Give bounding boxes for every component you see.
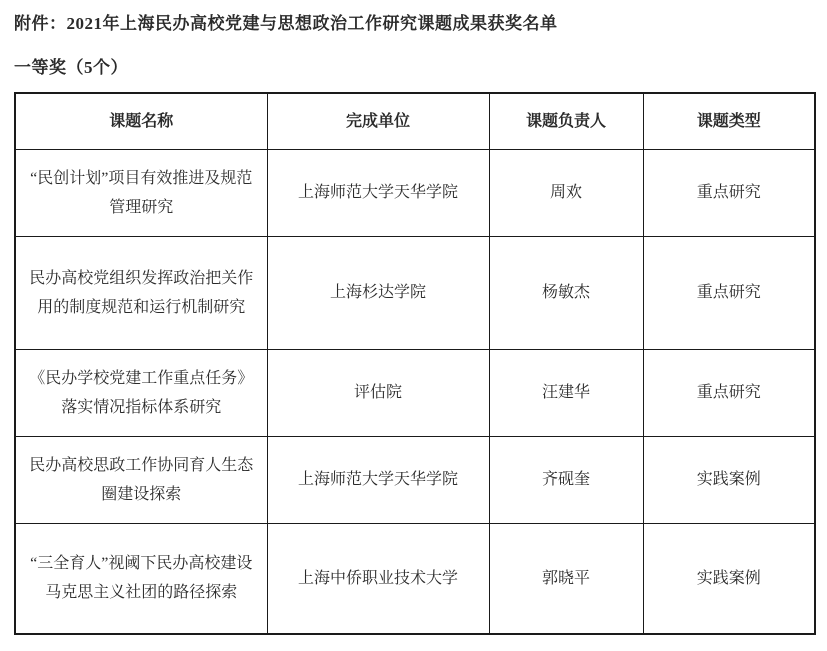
leader-cell: 郭晓平: [489, 523, 643, 634]
topic-cell: “三全育人”视阈下民办高校建设马克思主义社团的路径探索: [15, 523, 267, 634]
leader-cell: 周欢: [489, 149, 643, 236]
award-level-heading: 一等奖（5个）: [14, 58, 128, 77]
table-row: [15, 236, 815, 349]
table-row: [15, 523, 815, 634]
table-header-row: [15, 93, 815, 149]
topic-cell: 民办高校思政工作协同育人生态圈建设探索: [15, 436, 267, 523]
topic-cell: 民办高校党组织发挥政治把关作用的制度规范和运行机制研究: [15, 236, 267, 349]
header-topic-name: 课题名称: [15, 93, 267, 149]
unit-cell: 上海杉达学院: [267, 236, 489, 349]
unit-cell: 上海中侨职业技术大学: [267, 523, 489, 634]
unit-cell: 上海师范大学天华学院: [267, 436, 489, 523]
type-cell: 实践案例: [643, 523, 815, 634]
type-cell: 重点研究: [643, 149, 815, 236]
header-topic-type: 课题类型: [643, 93, 815, 149]
header-completing-unit: 完成单位: [267, 93, 489, 149]
leader-cell: 杨敏杰: [489, 236, 643, 349]
table-row: [15, 436, 815, 523]
type-cell: 重点研究: [643, 349, 815, 436]
leader-cell: 齐砚奎: [489, 436, 643, 523]
leader-cell: 汪建华: [489, 349, 643, 436]
type-cell: 重点研究: [643, 236, 815, 349]
unit-cell: 评估院: [267, 349, 489, 436]
table-row: [15, 149, 815, 236]
unit-cell: 上海师范大学天华学院: [267, 149, 489, 236]
header-topic-leader: 课题负责人: [489, 93, 643, 149]
award-table: [14, 92, 816, 635]
type-cell: 实践案例: [643, 436, 815, 523]
topic-cell: “民创计划”项目有效推进及规范管理研究: [15, 149, 267, 236]
topic-cell: 《民办学校党建工作重点任务》落实情况指标体系研究: [15, 349, 267, 436]
attachment-title: 附件：2021年上海民办高校党建与思想政治工作研究课题成果获奖名单: [14, 14, 558, 33]
table-row: [15, 349, 815, 436]
